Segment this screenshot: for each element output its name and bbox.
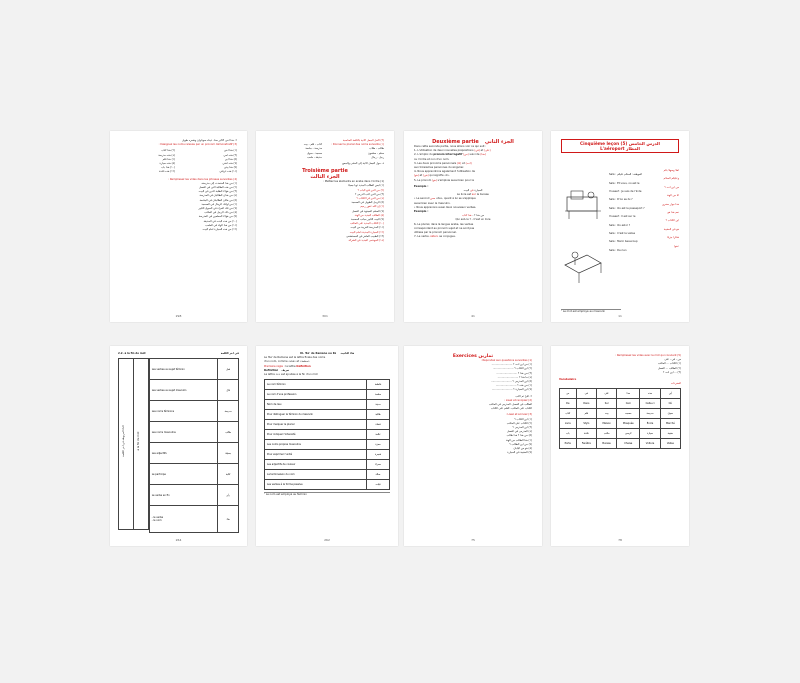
section-heading: 2.2. à la fin de mot bbox=[118, 352, 146, 355]
section-heading: Vocabulaire bbox=[559, 378, 577, 382]
section-heading-ar: الجزء الثالث bbox=[310, 174, 340, 181]
section-heading: Deuxième partie bbox=[432, 139, 479, 145]
section-heading-ar: تمارين bbox=[478, 354, 494, 359]
page-number: 262 bbox=[324, 538, 330, 542]
lesson-title: Cinquième leçon (5) bbox=[580, 141, 628, 146]
page-number: 11 bbox=[618, 314, 622, 318]
book-page-7: Exercices تمارين (1) Répondez aux questions suivantes : (١) من أين أنت ؟ ......................... (٢) أين الكتاب ؟ ......................... (٣) من هذا ؟ ......................... (٤) ما هذا ؟ ......................... (٥) أين المدرس ؟ ......................... (٦) من هذه ؟ ......................... (٧) أين السيارة ؟ ......................... ٢- أقرأ ثم أكتب (2) Lisez et recopiez : الطالب في الفصل. المدرس في المكتب الكتاب على المكتب. القلم على الكتاب (3) Lisez et écrivez : (١) أين الكتاب ؟ (٢) الكتاب على المكتب (٣) أين المدرس ؟ (٤) المدرس في الفصل (٥) من هذا ؟ هذا طالب (٦) هذا الطالب من الهند (٧) من أين الطالب ؟ (٨) هو من اليابان (٩) الحقيبة في السيارة 75 bbox=[404, 346, 542, 546]
book-page-1: ٢- هذا أخي الأكبر سنا. عيناه سوداوان وشعره طويل (3) Désignez les noms relevés par un pronom démonstratif : (٢) هذا كتاب (٤) هذه مدرسة (٦) هذا قلم (٨) هذه سيارة (١٠) هذا باب (١٢) هذه نافذة (١) هذا أخي (٣) هذه أمي (٥) هذا أبي (٧) هذه أختي (٩) هذا بيتي (١١) هذه غرفتي (4) Remplissez les vides dans les phrases suivantes : (١) من هذا المتحدث إلى مدرسته (٢) من هذه الطالبة التي في الفصل (٣) من هؤلاء الطلبة الذين في البيت (٤) من هذان الطالبان في المدرسة (٥) من هاتان الطالبتان في الجامعة (٦) من أولئك الرجال في المسجد (٧) من تلك المرأة في السوق الكبير (٨) من ذلك الرجل في المكتب (٩) من هؤلاء المعلمين في المدرسة (١٠) من هذه البنت في الحديقة (١١) من هذا الولد في الملعب (١٢) من هذه السيارة أمام البيت 298 bbox=[110, 131, 247, 322]
definition-label-ar: تعريف bbox=[281, 368, 290, 372]
section-heading: Troisième partie bbox=[302, 168, 348, 175]
page-number: 75 bbox=[471, 538, 475, 542]
page-number: 298 bbox=[175, 314, 182, 318]
page-number: 301 bbox=[322, 314, 328, 318]
lesson-subtitle: L'aéroport bbox=[600, 146, 625, 151]
section-heading-ar: في آخر الكلمة bbox=[220, 352, 239, 355]
lesson-subtitle-ar: المطار bbox=[626, 146, 640, 151]
book-page-5: 2.2. à la fin de mot في آخر الكلمة التاء المربوطة في آخر الكلمة à la fin du mot Les verbes au sujet féminin فعل Les verbes au sujet masculin قال Les noms féminins مدرسة Les noms masculins طالب Les adjectifs جميلة Le participe كاتبة Le verbe en fin رأى - le verbe - le nom هاء 264 bbox=[110, 346, 247, 546]
page-number: 41 bbox=[471, 314, 475, 318]
section-heading-ar: المفردات bbox=[670, 382, 681, 386]
airport-counter-illustration bbox=[561, 187, 605, 221]
section-heading: Exercices bbox=[452, 354, 477, 359]
section-heading: III- 'Ré' de Ramène ou Ré bbox=[299, 352, 337, 355]
section-heading-ar: هاء التأنيث bbox=[340, 352, 355, 355]
book-page-3: Deuxième partie الجزء الثاني Dans cette seconde partie, nous allons voir ce qui suit : 1- L'utilisation de deux nouvelles prépositions (في) et (على) 2- L'emploi du pronom interrogatif (من) suivi de (هذا) ou l'ordre et non d'un nom. 3- Les deux pronoms personnels (أنا) et (أنت) aux troisièmes personnes du singulier. 4- Nous apprendrons également l'utilisation de (هو) et (هي) qui signifie «il». 5- Le pronom (هو) s'emploie aussi bien pour la Exemple : السيارة في البيت Le livre est sur le bureau • Le second ممن «de», quant à lui se s'applique aussi bien avec le masculin. • Nous apprenons aussi deux nouveaux verbes. Exemple : من هذا ؟ - هذا كتاب Qui est-ce ? - C'est un livre 6- Le pluriel, dans la langue arabe, les verbes correspondant au pronom sujet et ne sont pas utilisés par le pronom personnel. 7- Le verbe «aller» se conjugue. 41 bbox=[404, 131, 542, 322]
page-number: 264 bbox=[175, 538, 182, 542]
definition-label: Définition bbox=[264, 368, 279, 372]
lesson-title-ar: الدرس الخامس bbox=[628, 141, 660, 146]
example-label: Exemple : bbox=[414, 184, 429, 188]
passport-check-illustration bbox=[561, 249, 605, 287]
book-page-6: III- 'Ré' de Ramène ou Ré هاء التأنيث Le 'Ré' de Ramène est la lettre finale des noms d'un nom, comme «فتاة» et «معلمة» Première règle : la lettre Définition Définition تعريف La lettre «ة» est ajoutée à la fin d'un mot Le nom féminin فاطمة Le nom d'une profession معلمة Nom de lieu مدينة Pour distinguer le féminin du masculin طالبة Pour marquer le pluriel قضاة Pour indiquer l'intensité علامة Les noms propres masculins حمزة Pour exprimer l'unité شجرة Les adjectifs de couleur حمراء La terminaison du nom صلاة Les verbes à la forme passive قيلت ¹ Le nom est employé au féminin 262 bbox=[256, 346, 398, 546]
book-page-2: (٣) أكمل الجمل الآتية بالكلمة المناسبة كتاب - قلم - بيت مدرسة - جامعة مسجد - سوق حديقة - ملعب (١) Donnez le pluriel des noms suivants : طالب - طلاب معلم - معلمون رجل - رجال ٤- حول الجمل الآتية إلى المثنى والجمع Troisième partie الجزء الثالث (1) Mettez les éléments en arabe dans l'ordre : (١) لبس الطالب الجديد ثوبا جميلا (٢) من الذي فتح الباب ؟ (٣) من الذي كتب الدرس ؟ (٤) من الذي قرأ الكتاب ؟ (٥) الرجل الطويل في المسجد (٦) إن الله غفور رحيم (٧) المعلم المجتهد في الفصل (٨) الطالب الجديد من الهند (٩) البيت الكبير بجانب المسجد (١٠) الكتاب الجديد على المكتب (١١) المدرسة القريبة من البيت (١٢) السيارة الجديدة أمام البيت (١٣) الطبيب الماهر في المستشفى (١٤) المهندس الجديد في الشركة 301 bbox=[256, 131, 394, 322]
book-page-4: Cinquième leçon (5) الدرس الخامس L'aéroport المطار أهلا وسهلا بكم Salé : الموظف: السلام عليكم وعليكم السلام Salé : Et vous, où est le من أين أنت ؟ Youssef : Je suis de l'Inde أنا من الهند Salé : D'où es-tu ? هذا جواز سفري Salé : Où est le passeport ? نعم هذا هو Youssef : Il est sur le أين الكتاب ؟ Salé : Où est-il ? هو في الحقيبة Salé : C'est la valise شكرا جزيلا Salé : Merci beaucoup عفوا Salé : De rien ¹ Le mot est employé au masculin 11 bbox=[551, 131, 689, 322]
section-heading-ar: الجزء الثاني bbox=[484, 139, 514, 145]
page-number: 78 bbox=[618, 538, 622, 542]
book-page-8: (5) Remplissez les vides avec le mot qui convient : من - في - على (١) الكتاب ... المكتب (٢) الطالب ... الفصل (٣) ... أين أنت ؟ Vocabulaire المفردات من في على هذا هذه أين De Dans Sur Ceci Celle-ci Où كتاب قلم بيت مسجد مدرسة سوق Livre Stylo Maison Mosquée École Marché باب نافذة مكتب كرسي سيارة حقيبة Porte Fenêtre Bureau Chaise Voiture Valise 78 bbox=[551, 346, 689, 546]
